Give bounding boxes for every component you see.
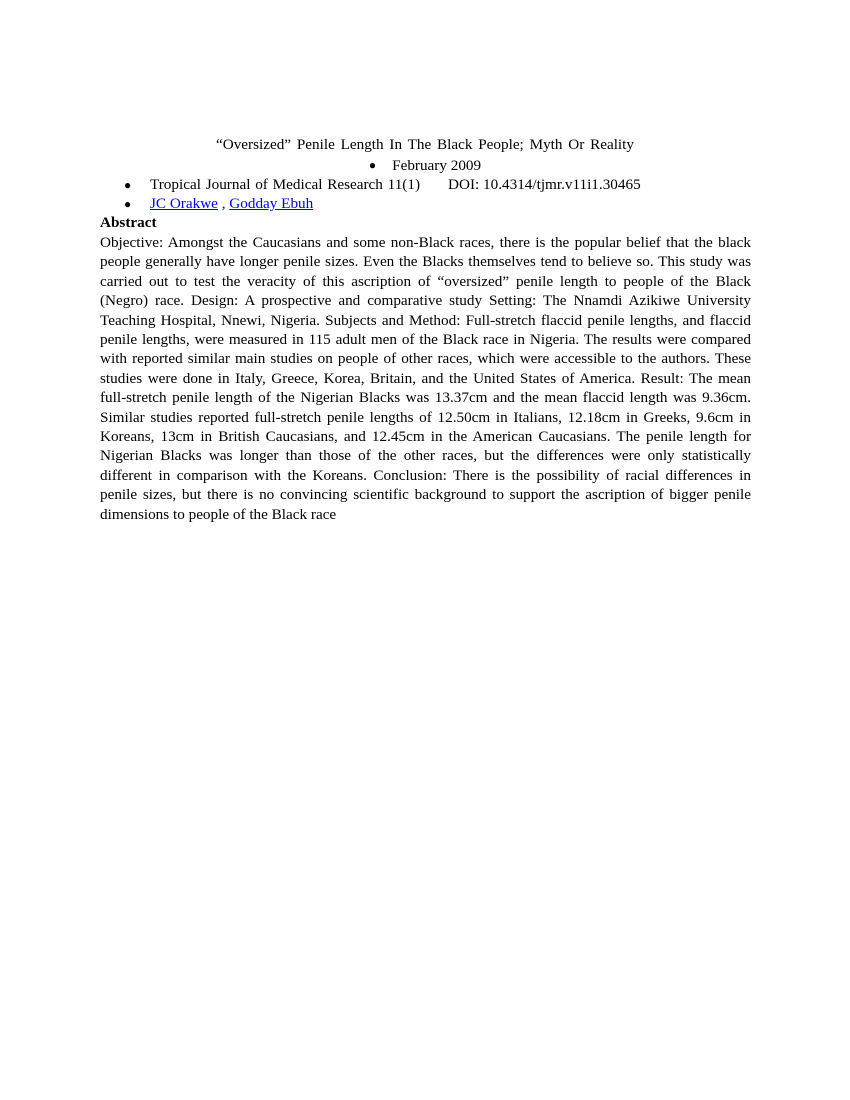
abstract-heading: Abstract [100,214,157,231]
author-separator: , [217,195,230,212]
paper-title: “Oversized” Penile Length In The Black People; Myth Or Reality [216,136,634,153]
journal-name: Tropical Journal of Medical Research 11(1) [150,176,421,193]
publication-date-row [0,155,850,176]
journal-row-text [150,175,641,195]
author-link-ebuh[interactable]: Godday Ebuh [229,195,314,212]
authors-list [150,194,313,214]
bullet-icon: ● [124,178,132,192]
bullet-icon: ● [368,158,377,172]
abstract-text: Objective: Amongst the Caucasians and some non-Black races, there is the popular belief that the black people generally have longer penile sizes. Even the Blacks themselves tend to believe so. This study was carried out to test the veracity of this ascription of “oversized” penile length to people of the Black (Negro) race. Design: A prospective and comparative study Setting: The Nnamdi Azikiwe University Teaching Hospital, Nnewi, Nigeria. Subjects and Method: Full-stretch flaccid penile lengths, and flaccid penile lengths, were measured in 115 adult men of the Black race in Nigeria. The results were compared with reported similar main studies on people of other races, which were accessible to the authors. These studies were done in Italy, Greece, Korea, Britain, and the United States of America. Result: The mean full-stretch penile length of the Nigerian Blacks was 13.37cm and the mean flaccid length was 9.36cm. Similar studies reported full-stretch penile lengths of 12.50cm in Italians, 12.18cm in Greeks, 9.6cm in Koreans, 13cm in British Caucasians, and 12.45cm in the American Caucasians. The penile length for Nigerian Blacks was longer than those of the other races, but the differences were only statistically different in comparison with the Koreans. Conclusion: There is the possibility of racial differences in penile sizes, but there is no convincing scientific background to support the ascription of bigger penile dimensions to people of the Black race [100,234,751,523]
doi: DOI: 10.4314/tjmr.v11i1.30465 [448,176,641,193]
publication-date: February 2009 [392,157,482,174]
author-link-orakwe[interactable]: JC Orakwe [150,195,218,212]
bullet-icon: ● [124,197,132,211]
